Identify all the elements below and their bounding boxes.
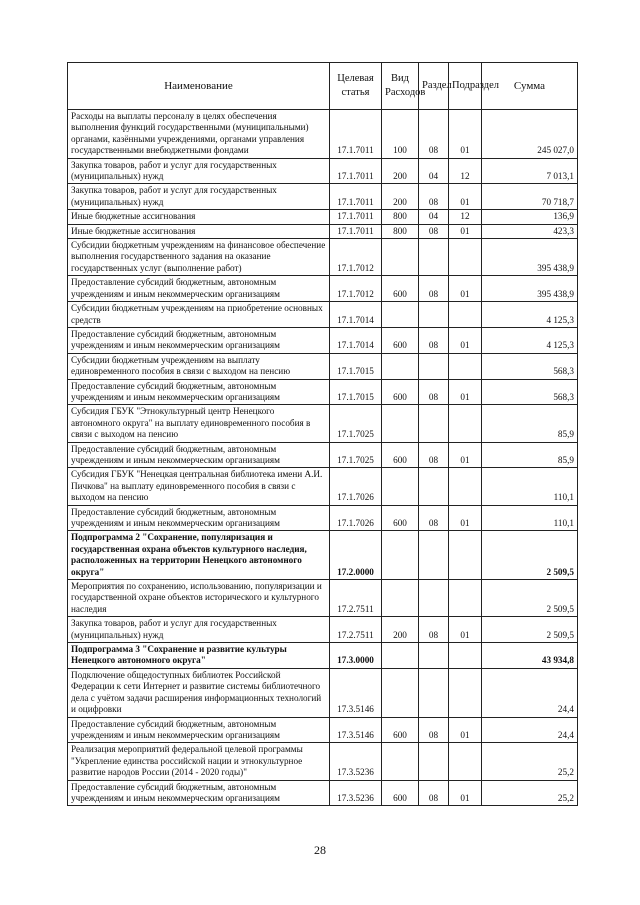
cell-name: Иные бюджетные ассигнования — [68, 224, 330, 238]
cell-section: 04 — [419, 210, 449, 224]
table-row — [68, 743, 578, 780]
cell-target-article: 17.1.7011 — [330, 224, 382, 238]
cell-target-article: 17.1.7025 — [330, 442, 382, 468]
cell-expense-type: 200 — [382, 158, 419, 184]
cell-target-article: 17.1.7011 — [330, 184, 382, 210]
cell-section: 08 — [419, 780, 449, 806]
cell-name: Субсидия ГБУК "Этнокультурный центр Ненецкого автономного округа" на выплату единовременного пособия в связи с выходом на пенсию — [68, 405, 330, 442]
cell-section: 08 — [419, 442, 449, 468]
header-amount: Сумма — [482, 63, 578, 110]
header-subsection: Подраздел — [449, 63, 482, 110]
cell-expense-type — [382, 302, 419, 328]
cell-target-article: 17.1.7012 — [330, 239, 382, 276]
cell-expense-type: 100 — [382, 110, 419, 159]
table-row — [68, 668, 578, 717]
cell-name: Закупка товаров, работ и услуг для государственных (муниципальных) нужд — [68, 617, 330, 643]
cell-name: Предоставление субсидий бюджетным, автономным учреждениям и иным некоммерческим организациям — [68, 442, 330, 468]
table-row — [68, 158, 578, 184]
cell-section: 08 — [419, 505, 449, 531]
cell-subsection: 01 — [449, 780, 482, 806]
table-row — [68, 442, 578, 468]
cell-subsection: 01 — [449, 717, 482, 743]
table-row — [68, 224, 578, 238]
cell-section: 08 — [419, 110, 449, 159]
cell-subsection: 01 — [449, 110, 482, 159]
cell-section — [419, 743, 449, 780]
cell-expense-type — [382, 643, 419, 669]
cell-target-article: 17.2.7511 — [330, 617, 382, 643]
header-name: Наименование — [68, 63, 330, 110]
cell-amount: 25,2 — [482, 743, 578, 780]
cell-subsection — [449, 743, 482, 780]
cell-subsection: 01 — [449, 276, 482, 302]
cell-name: Субсидии бюджетным учреждениям на выплату единовременного пособия в связи с выходом на пенсию — [68, 353, 330, 379]
cell-amount: 2 509,5 — [482, 617, 578, 643]
cell-section — [419, 468, 449, 505]
cell-section: 08 — [419, 184, 449, 210]
table-row — [68, 780, 578, 806]
cell-amount: 395 438,9 — [482, 239, 578, 276]
cell-target-article: 17.2.7511 — [330, 580, 382, 617]
cell-target-article: 17.3.5236 — [330, 743, 382, 780]
cell-target-article: 17.3.5236 — [330, 780, 382, 806]
table-row — [68, 239, 578, 276]
table-row — [68, 276, 578, 302]
cell-amount: 70 718,7 — [482, 184, 578, 210]
cell-section — [419, 580, 449, 617]
header-article: Целевая статья — [330, 63, 382, 110]
cell-subsection: 01 — [449, 184, 482, 210]
cell-subsection: 12 — [449, 158, 482, 184]
table-row — [68, 379, 578, 405]
cell-amount: 395 438,9 — [482, 276, 578, 302]
cell-name: Мероприятия по сохранению, использованию, популяризации и государственной охране объектов исторического и культурного наследия — [68, 580, 330, 617]
cell-subsection — [449, 531, 482, 580]
cell-expense-type: 600 — [382, 442, 419, 468]
cell-name: Предоставление субсидий бюджетным, автономным учреждениям и иным некоммерческим организациям — [68, 505, 330, 531]
cell-section: 08 — [419, 717, 449, 743]
table-row — [68, 110, 578, 159]
table-row — [68, 617, 578, 643]
cell-expense-type — [382, 468, 419, 505]
table-row — [68, 327, 578, 353]
cell-name: Предоставление субсидий бюджетным, автономным учреждениям и иным некоммерческим организациям — [68, 327, 330, 353]
cell-expense-type — [382, 531, 419, 580]
cell-section: 08 — [419, 224, 449, 238]
cell-expense-type: 200 — [382, 184, 419, 210]
cell-expense-type — [382, 580, 419, 617]
cell-expense-type: 600 — [382, 505, 419, 531]
cell-expense-type — [382, 743, 419, 780]
cell-subsection: 01 — [449, 327, 482, 353]
cell-section: 04 — [419, 158, 449, 184]
cell-amount: 7 013,1 — [482, 158, 578, 184]
cell-amount: 110,1 — [482, 468, 578, 505]
cell-name: Подпрограмма 2 "Сохранение, популяризация и государственная охрана объектов культурного наследия, расположенных на территории Ненецкого автономного округа" — [68, 531, 330, 580]
table-row — [68, 643, 578, 669]
cell-target-article: 17.3.5146 — [330, 717, 382, 743]
cell-name: Подпрограмма 3 "Сохранение и развитие культуры Ненецкого автономного округа" — [68, 643, 330, 669]
cell-section — [419, 302, 449, 328]
cell-name: Реализация мероприятий федеральной целевой программы "Укрепление единства российской нации и этнокультурное развитие народов России (2014 - 2020 годы)" — [68, 743, 330, 780]
cell-name: Иные бюджетные ассигнования — [68, 210, 330, 224]
cell-subsection — [449, 468, 482, 505]
cell-amount: 25,2 — [482, 780, 578, 806]
cell-expense-type: 600 — [382, 780, 419, 806]
table-row — [68, 717, 578, 743]
table-row — [68, 531, 578, 580]
cell-expense-type — [382, 405, 419, 442]
table-row — [68, 302, 578, 328]
cell-section — [419, 353, 449, 379]
cell-subsection — [449, 580, 482, 617]
cell-target-article: 17.3.5146 — [330, 668, 382, 717]
cell-section — [419, 405, 449, 442]
cell-target-article: 17.1.7011 — [330, 210, 382, 224]
cell-target-article: 17.1.7014 — [330, 302, 382, 328]
cell-section — [419, 668, 449, 717]
cell-amount: 568,3 — [482, 353, 578, 379]
cell-amount: 24,4 — [482, 717, 578, 743]
header-section: Раздел — [419, 63, 449, 110]
cell-subsection — [449, 353, 482, 379]
table-body — [68, 110, 578, 806]
budget-table — [67, 62, 578, 806]
cell-amount: 136,9 — [482, 210, 578, 224]
cell-expense-type — [382, 668, 419, 717]
cell-name: Закупка товаров, работ и услуг для государственных (муниципальных) нужд — [68, 158, 330, 184]
table-row — [68, 184, 578, 210]
cell-amount: 43 934,8 — [482, 643, 578, 669]
cell-amount: 85,9 — [482, 442, 578, 468]
cell-section: 08 — [419, 327, 449, 353]
cell-amount: 85,9 — [482, 405, 578, 442]
cell-expense-type: 600 — [382, 276, 419, 302]
cell-target-article: 17.3.0000 — [330, 643, 382, 669]
cell-target-article: 17.1.7026 — [330, 505, 382, 531]
cell-subsection — [449, 405, 482, 442]
cell-amount: 245 027,0 — [482, 110, 578, 159]
table-row — [68, 353, 578, 379]
cell-section: 08 — [419, 617, 449, 643]
cell-subsection — [449, 668, 482, 717]
cell-expense-type: 600 — [382, 379, 419, 405]
cell-subsection: 01 — [449, 617, 482, 643]
cell-amount: 568,3 — [482, 379, 578, 405]
cell-section — [419, 643, 449, 669]
cell-amount: 2 509,5 — [482, 531, 578, 580]
table-row — [68, 580, 578, 617]
cell-amount: 423,3 — [482, 224, 578, 238]
table-header-row — [68, 63, 578, 110]
cell-amount: 4 125,3 — [482, 327, 578, 353]
cell-amount: 2 509,5 — [482, 580, 578, 617]
cell-name: Подключение общедоступных библиотек Российской Федерации к сети Интернет и развитие системы библиотечного дела с учётом задачи расширения информационных технологий и оцифровки — [68, 668, 330, 717]
cell-expense-type — [382, 239, 419, 276]
cell-section: 08 — [419, 276, 449, 302]
cell-name: Субсидия ГБУК "Ненецкая центральная библиотека имени А.И. Пичкова" на выплату единовременного пособия в связи с выходом на пенсию — [68, 468, 330, 505]
cell-expense-type: 600 — [382, 717, 419, 743]
cell-target-article: 17.1.7012 — [330, 276, 382, 302]
header-type: Вид Расходов — [382, 63, 419, 110]
cell-section — [419, 239, 449, 276]
table-row — [68, 468, 578, 505]
cell-expense-type: 800 — [382, 224, 419, 238]
cell-name: Предоставление субсидий бюджетным, автономным учреждениям и иным некоммерческим организациям — [68, 379, 330, 405]
cell-subsection — [449, 302, 482, 328]
cell-name: Предоставление субсидий бюджетным, автономным учреждениям и иным некоммерческим организациям — [68, 717, 330, 743]
cell-expense-type: 800 — [382, 210, 419, 224]
cell-expense-type — [382, 353, 419, 379]
cell-target-article: 17.1.7015 — [330, 353, 382, 379]
page-number: 28 — [314, 843, 326, 857]
cell-target-article: 17.1.7026 — [330, 468, 382, 505]
cell-section — [419, 531, 449, 580]
cell-target-article: 17.2.0000 — [330, 531, 382, 580]
cell-name: Субсидии бюджетным учреждениям на приобретение основных средств — [68, 302, 330, 328]
cell-subsection: 12 — [449, 210, 482, 224]
cell-amount: 110,1 — [482, 505, 578, 531]
cell-section: 08 — [419, 379, 449, 405]
cell-amount: 24,4 — [482, 668, 578, 717]
table-row — [68, 405, 578, 442]
cell-name: Закупка товаров, работ и услуг для государственных (муниципальных) нужд — [68, 184, 330, 210]
cell-subsection: 01 — [449, 379, 482, 405]
cell-expense-type: 200 — [382, 617, 419, 643]
cell-name: Субсидии бюджетным учреждениям на финансовое обеспечение выполнения государственного задания на оказание государственных услуг (выполнение работ) — [68, 239, 330, 276]
cell-expense-type: 600 — [382, 327, 419, 353]
table-row — [68, 210, 578, 224]
cell-subsection — [449, 239, 482, 276]
cell-subsection: 01 — [449, 505, 482, 531]
cell-name: Предоставление субсидий бюджетным, автономным учреждениям и иным некоммерческим организациям — [68, 780, 330, 806]
cell-subsection — [449, 643, 482, 669]
cell-target-article: 17.1.7014 — [330, 327, 382, 353]
cell-target-article: 17.1.7025 — [330, 405, 382, 442]
cell-target-article: 17.1.7015 — [330, 379, 382, 405]
cell-target-article: 17.1.7011 — [330, 158, 382, 184]
cell-name: Предоставление субсидий бюджетным, автономным учреждениям и иным некоммерческим организациям — [68, 276, 330, 302]
cell-subsection: 01 — [449, 442, 482, 468]
table-row — [68, 505, 578, 531]
cell-target-article: 17.1.7011 — [330, 110, 382, 159]
cell-subsection: 01 — [449, 224, 482, 238]
cell-name: Расходы на выплаты персоналу в целях обеспечения выполнения функций государственными (муниципальными) органами, казёнными учреждениями, органами управления государственными внебюджетными фондами — [68, 110, 330, 159]
cell-amount: 4 125,3 — [482, 302, 578, 328]
